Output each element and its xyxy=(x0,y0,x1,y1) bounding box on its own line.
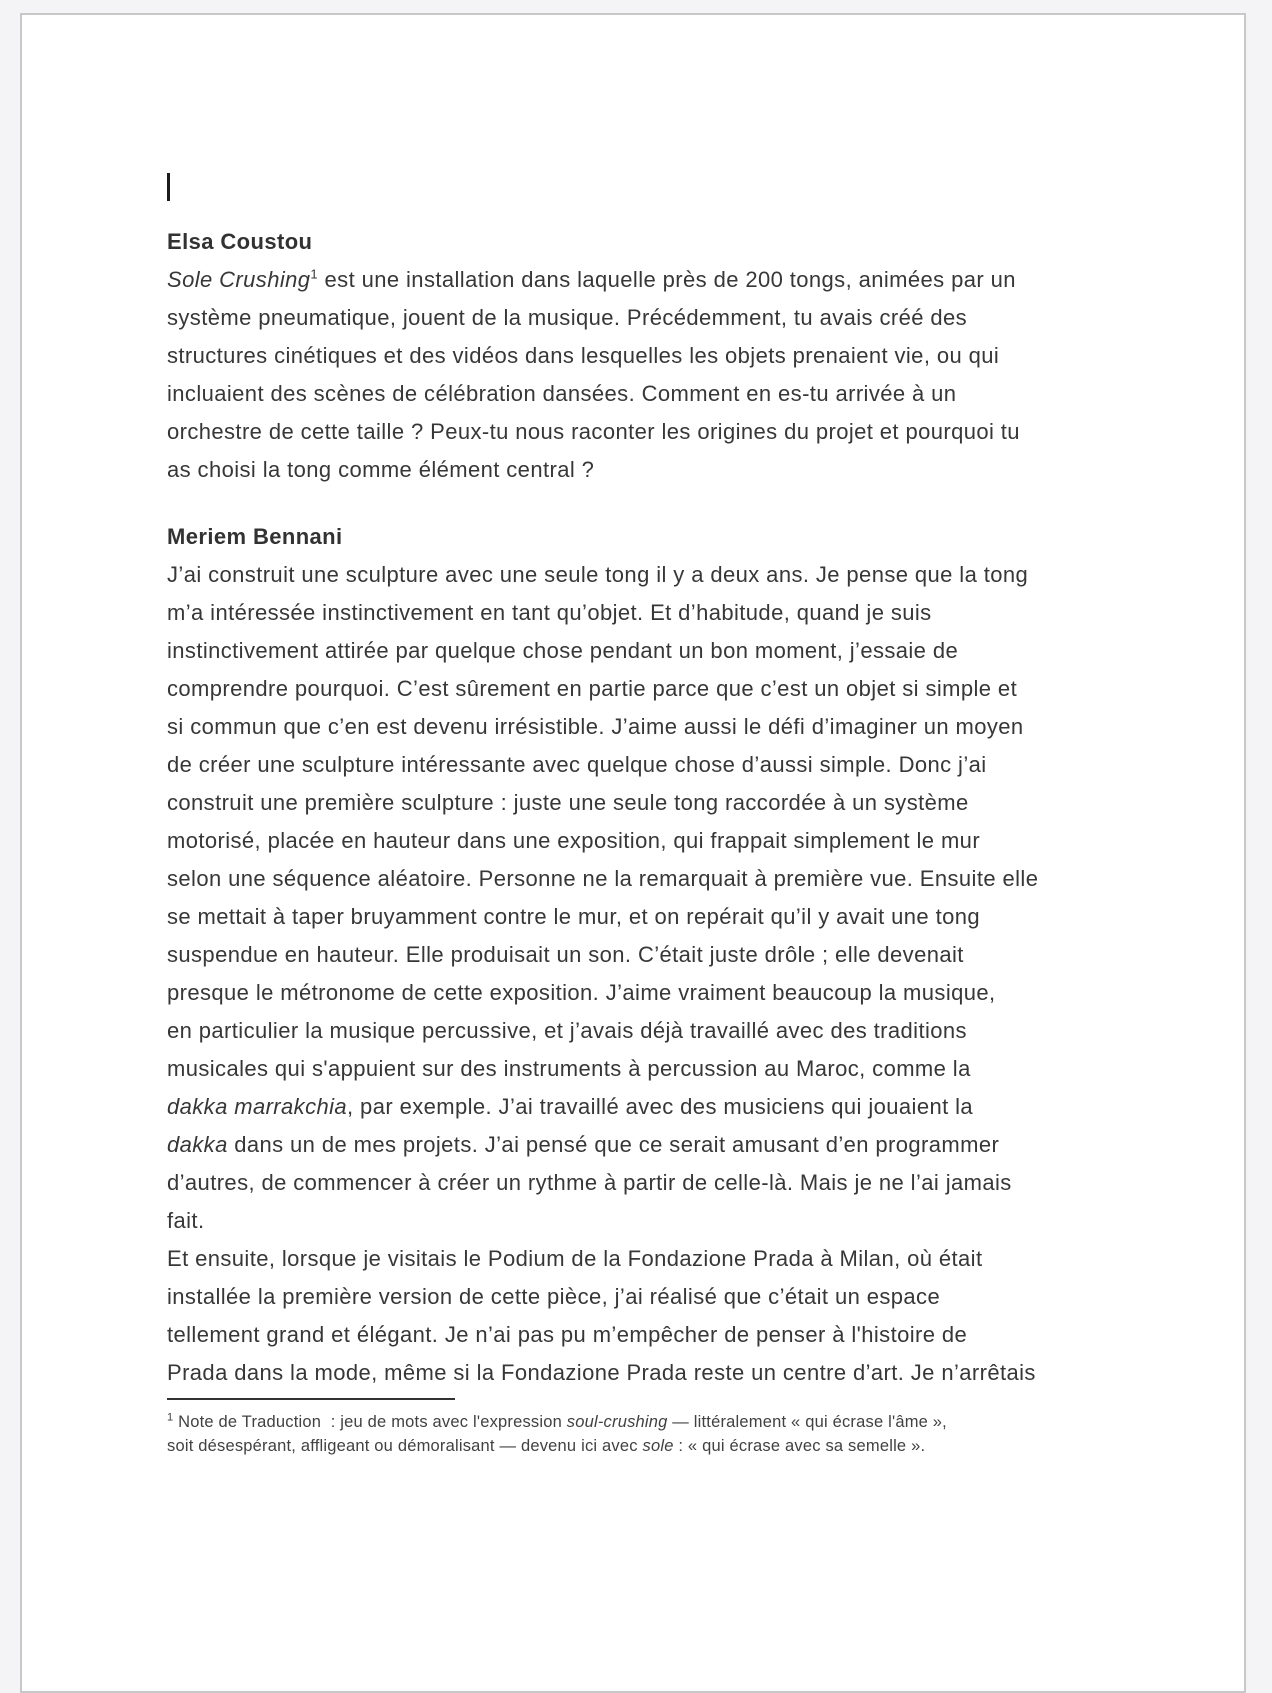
text-run: Meriem Bennani xyxy=(167,524,343,549)
text-run: est une installation dans laquelle près de 200 tongs, animées par un xyxy=(318,267,1016,292)
interview-answer xyxy=(167,556,1167,1392)
footnote-separator xyxy=(167,1398,1167,1400)
text-line[interactable] xyxy=(167,898,1167,936)
text-line[interactable] xyxy=(167,860,1167,898)
text-line[interactable] xyxy=(167,1354,1167,1392)
text-run: musicales qui s'appuient sur des instruments à percussion au Maroc, comme la xyxy=(167,1056,971,1081)
italic-text-run: soul-crushing xyxy=(566,1413,668,1431)
text-run: de créer une sculpture intéressante avec quelque chose d’aussi simple. Donc j’ai xyxy=(167,752,987,777)
text-run: orchestre de cette taille ? Peux-tu nous raconter les origines du projet et pourquoi tu xyxy=(167,419,1020,444)
text-run: comprendre pourquoi. C’est sûrement en partie parce que c’est un objet si simple et xyxy=(167,676,1018,701)
italic-text-run: sole xyxy=(642,1437,674,1455)
text-line[interactable] xyxy=(167,632,1167,670)
interview-question xyxy=(167,261,1167,489)
text-run: presque le métronome de cette exposition. J’aime vraiment beaucoup la musique, xyxy=(167,980,996,1005)
text-line[interactable] xyxy=(167,708,1167,746)
text-run: Et ensuite, lorsque je visitais le Podium de la Fondazione Prada à Milan, où était xyxy=(167,1246,983,1271)
text-line[interactable] xyxy=(167,556,1167,594)
text-line[interactable] xyxy=(167,299,1167,337)
text-line[interactable] xyxy=(167,936,1167,974)
text-run: soit désespérant, affligeant ou démoralisant — devenu ici avec xyxy=(167,1437,643,1455)
text-run: construit une première sculpture : juste une seule tong raccordée à un système xyxy=(167,790,969,815)
footnote-separator-line xyxy=(167,1398,455,1400)
italic-text-run: dakka xyxy=(167,1132,228,1157)
text-run: incluaient des scènes de célébration dansées. Comment en es-tu arrivée à un xyxy=(167,381,957,406)
text-run: as choisi la tong comme élément central ? xyxy=(167,457,595,482)
text-run: — littéralement « qui écrase l'âme », xyxy=(667,1413,947,1431)
text-run: : « qui écrase avec sa semelle ». xyxy=(673,1437,926,1455)
text-run: Prada dans la mode, même si la Fondazione Prada reste un centre d’art. Je n’arrêtais xyxy=(167,1360,1036,1385)
text-run: selon une séquence aléatoire. Personne ne la remarquait à première vue. Ensuite elle xyxy=(167,866,1039,891)
text-line[interactable] xyxy=(167,1050,1167,1088)
text-line[interactable] xyxy=(167,594,1167,632)
speaker-name-meriem-bennani xyxy=(167,518,1167,556)
text-run: système pneumatique, jouent de la musique. Précédemment, tu avais créé des xyxy=(167,305,968,330)
text-run: instinctivement attirée par quelque chose pendant un bon moment, j’essaie de xyxy=(167,638,959,663)
text-line[interactable] xyxy=(167,1126,1167,1164)
text-line[interactable] xyxy=(167,261,1167,299)
text-run: J’ai construit une sculpture avec une seule tong il y a deux ans. Je pense que la tong xyxy=(167,562,1029,587)
caret-line xyxy=(167,168,1167,201)
text-line[interactable] xyxy=(167,1202,1167,1240)
text-line[interactable] xyxy=(167,1164,1167,1202)
text-run: d’autres, de commencer à créer un rythme à partir de celle-là. Mais je ne l’ai jamais xyxy=(167,1170,1012,1195)
text-line[interactable] xyxy=(167,1434,1167,1458)
text-run: Note de Traduction : jeu de mots avec l'expression xyxy=(173,1413,567,1431)
footnote-marker: 1 xyxy=(310,266,319,282)
text-run: se mettait à taper bruyamment contre le mur, et on repérait qu’il y avait une tong xyxy=(167,904,980,929)
text-line[interactable] xyxy=(167,337,1167,375)
text-run: dans un de mes projets. J’ai pensé que ce serait amusant d’en programmer xyxy=(227,1132,1000,1157)
text-line[interactable] xyxy=(167,223,1167,261)
text-line[interactable] xyxy=(167,1240,1167,1278)
text-run: installée la première version de cette pièce, j’ai réalisé que c’était un espace xyxy=(167,1284,941,1309)
text-caret xyxy=(167,173,170,201)
text-run: suspendue en hauteur. Elle produisait un son. C’était juste drôle ; elle devenait xyxy=(167,942,964,967)
text-run: , par exemple. J’ai travaillé avec des musiciens qui jouaient la xyxy=(347,1094,974,1119)
text-line[interactable] xyxy=(167,1088,1167,1126)
text-line[interactable] xyxy=(167,451,1167,489)
text-line[interactable] xyxy=(167,974,1167,1012)
footnote-marker: 1 xyxy=(167,1411,174,1424)
text-run: m’a intéressée instinctivement en tant qu’objet. Et d’habitude, quand je suis xyxy=(167,600,932,625)
text-run: Elsa Coustou xyxy=(167,229,313,254)
text-run: tellement grand et élégant. Je n’ai pas pu m’empêcher de penser à l'histoire de xyxy=(167,1322,968,1347)
text-run: motorisé, placée en hauteur dans une exposition, qui frappait simplement le mur xyxy=(167,828,981,853)
text-line[interactable] xyxy=(167,784,1167,822)
text-line[interactable] xyxy=(167,375,1167,413)
text-line[interactable] xyxy=(167,1410,1167,1434)
italic-text-run: dakka marrakchia xyxy=(167,1094,348,1119)
text-line[interactable] xyxy=(167,670,1167,708)
text-line[interactable] xyxy=(167,746,1167,784)
text-run: si commun que c’en est devenu irrésistible. J’aime aussi le défi d’imaginer un moyen xyxy=(167,714,1024,739)
text-run: fait. xyxy=(167,1208,205,1233)
text-line[interactable] xyxy=(167,413,1167,451)
italic-text-run: Sole Crushing xyxy=(167,267,311,292)
text-run: structures cinétiques et des vidéos dans lesquelles les objets prenaient vie, ou qui xyxy=(167,343,1000,368)
text-line[interactable] xyxy=(167,518,1167,556)
text-run: en particulier la musique percussive, et j’avais déjà travaillé avec des traditions xyxy=(167,1018,967,1043)
text-line[interactable] xyxy=(167,1278,1167,1316)
speaker-name-elsa-coustou xyxy=(167,223,1167,261)
document-page[interactable] xyxy=(20,13,1246,1693)
text-line[interactable] xyxy=(167,822,1167,860)
text-line[interactable] xyxy=(167,1316,1167,1354)
text-line[interactable] xyxy=(167,1012,1167,1050)
footnote xyxy=(167,1410,1167,1458)
